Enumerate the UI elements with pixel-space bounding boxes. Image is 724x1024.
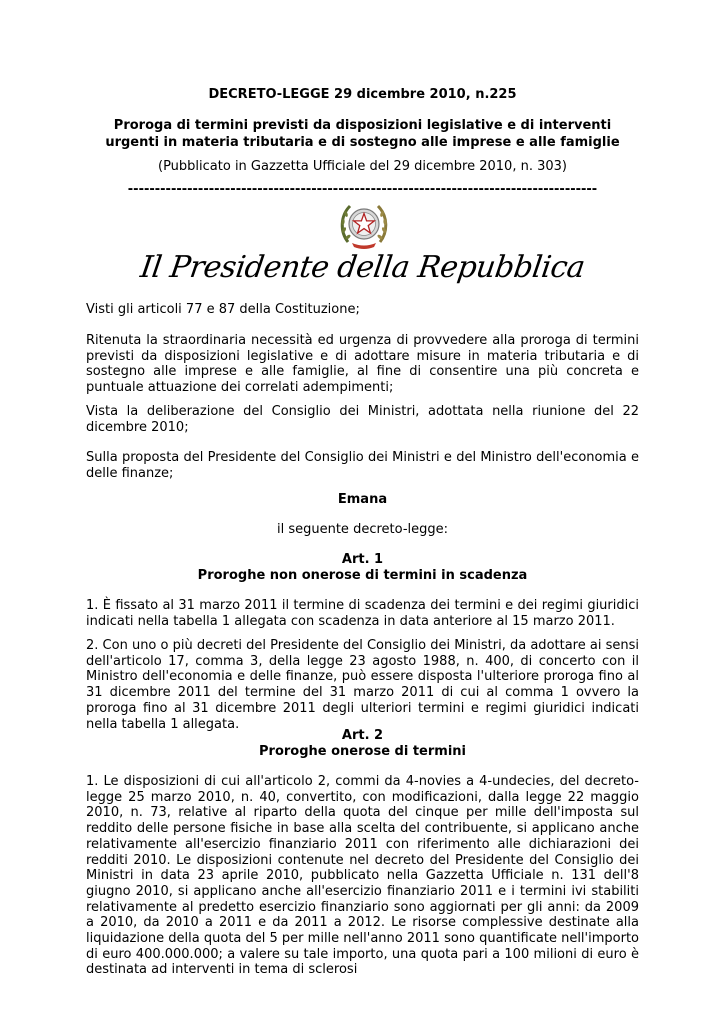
- article-1-number: Art. 1: [341, 552, 384, 567]
- article-2-heading: Proroghe onerose di termini: [259, 744, 466, 759]
- emana-heading: Emana: [337, 492, 388, 507]
- separator-line: ---------------------------------------------------------------------------------------: [127, 182, 598, 197]
- article-2-comma-1: 1. Le disposizioni di cui all'articolo 2, commi da 4-novies a 4-undecies, del decreto-legge 25 marzo 2010, n. 40, convertito, con modificazioni, dalla legge 22 maggio 2010, n. 73, relative al riparto della quota del cinque per mille dell'imposta sul reddito delle persone fisiche in base alla scelta del contribuente, si applicano anche relativamente all'esercizio finanziario 2011 con riferimento alle dichiarazioni dei redditi 2010. Le disposizioni contenute nel decreto del Presidente del Consiglio dei Ministri in data 23 aprile 2010, pubblicato nella Gazzetta Ufficiale n. 131 dell'8 giugno 2010, si applicano anche all'esercizio finanziario 2011 e i termini ivi stabiliti relativamente al predetto esercizio finanziario sono aggiornati per gli anni: da 2009 a 2010, da 2010 a 2011 e da 2011 a 2012. Le risorse complessive destinate alla liquidazione della quota del 5 per mille nell'anno 2011 sono quantificate nell'importo di euro 400.000.000; a valere su tale importo, una quota pari a 100 milioni di euro è destinata ad interventi in tema di sclerosi: [86, 774, 639, 978]
- decree-intro: il seguente decreto-legge:: [276, 522, 448, 537]
- decree-title: DECRETO-LEGGE 29 dicembre 2010, n.225: [208, 87, 517, 102]
- preamble-paragraph-3: Vista la deliberazione del Consiglio dei Ministri, adottata nella riunione del 22 dicembre 2010;: [86, 404, 639, 435]
- italian-republic-emblem-icon: [338, 196, 390, 252]
- preamble-paragraph-4: Sulla proposta del Presidente del Consiglio dei Ministri e del Ministro dell'economia e delle finanze;: [86, 450, 639, 481]
- president-heading: Il Presidente della Repubblica: [138, 250, 587, 285]
- preamble-paragraph-1: Visti gli articoli 77 e 87 della Costituzione;: [86, 302, 360, 317]
- article-1-comma-1: 1. È fissato al 31 marzo 2011 il termine di scadenza dei termini e dei regimi giuridici indicati nella tabella 1 allegata con scadenza in data anteriore al 15 marzo 2011.: [86, 598, 639, 629]
- preamble-paragraph-2: Ritenuta la straordinaria necessità ed urgenza di provvedere alla proroga di termini previsti da disposizioni legislative e di adottare misure in materia tributaria e di sostegno alle imprese e alle famiglie, al fine di consentire una più concreta e puntuale attuazione dei correlati adempimenti;: [86, 333, 639, 396]
- article-1-comma-2: 2. Con uno o più decreti del Presidente del Consiglio dei Ministri, da adottare ai sensi dell'articolo 17, comma 3, della legge 23 agosto 1988, n. 400, di concerto con il Ministro dell'economia e delle finanze, può essere disposta l'ulteriore proroga fino al 31 dicembre 2011 del termine del 31 marzo 2011 di cui al comma 1 ovvero la proroga fino al 31 dicembre 2011 degli ulteriori termini e regimi giuridici indicati nella tabella 1 allegata.: [86, 638, 639, 732]
- decree-subtitle: Proroga di termini previsti da disposizioni legislative e di interventi urgenti in materia tributaria e di sostegno alle imprese e alle famiglie: [105, 118, 620, 150]
- article-1-heading: Proroghe non onerose di termini in scadenza: [197, 568, 528, 583]
- publication-note: (Pubblicato in Gazzetta Ufficiale del 29 dicembre 2010, n. 303): [158, 159, 567, 174]
- article-2-number: Art. 2: [341, 728, 384, 743]
